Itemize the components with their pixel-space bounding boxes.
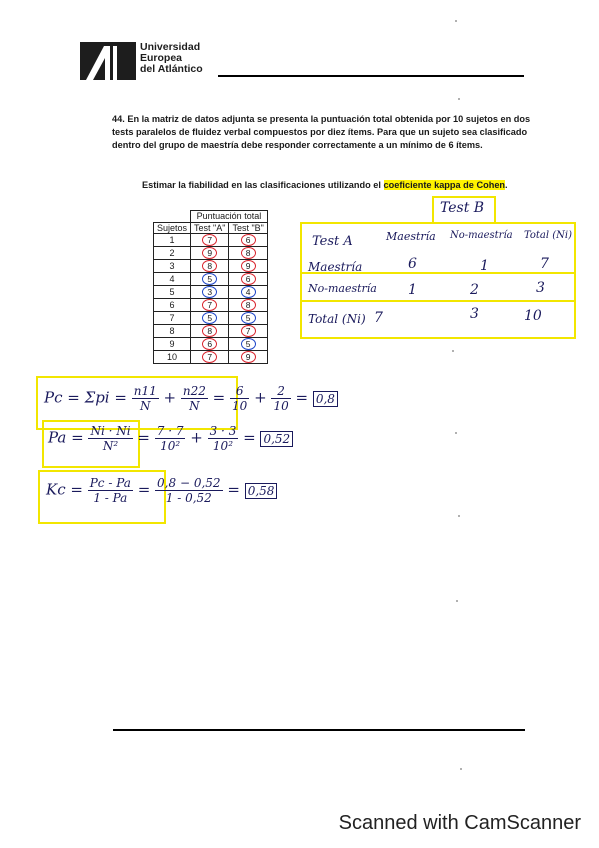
col-header-mastery: Maestría <box>386 230 436 243</box>
instruction <box>142 180 508 190</box>
cell-r2-c1: 1 <box>408 282 417 298</box>
pa-frac-3 <box>208 424 239 453</box>
pa-f1-den: N² <box>102 439 119 453</box>
cell-r1-c3: 7 <box>540 256 549 272</box>
score-circle: 6 <box>202 338 217 350</box>
score-circle: 9 <box>241 260 256 272</box>
cell-r2-c3: 3 <box>536 280 545 296</box>
pa-f2-num: 7 · 7 <box>156 424 184 438</box>
row-label-mastery: Maestría <box>308 260 363 274</box>
test-b-cell <box>229 338 267 351</box>
test-b-cell <box>229 286 267 299</box>
score-circle: 7 <box>202 351 217 363</box>
scores-row <box>154 247 268 260</box>
test-b-cell <box>229 234 267 247</box>
score-circle: 7 <box>202 299 217 311</box>
scores-group-header: Puntuación total <box>191 211 268 223</box>
subject-cell: 6 <box>154 299 191 312</box>
score-circle: 9 <box>241 351 256 363</box>
subject-cell: 1 <box>154 234 191 247</box>
scores-row <box>154 273 268 286</box>
score-circle: 7 <box>202 234 217 246</box>
pc-f2-den: N <box>189 399 200 413</box>
logo-line-2: Europea <box>140 52 183 64</box>
pc-frac-4 <box>271 384 290 413</box>
test-a-cell <box>191 325 229 338</box>
score-circle: 5 <box>241 338 256 350</box>
score-circle: 8 <box>202 260 217 272</box>
scores-row <box>154 325 268 338</box>
instruction-suffix: . <box>505 180 508 190</box>
header-divider <box>218 75 524 77</box>
cell-r1-c1: 6 <box>408 256 417 272</box>
subject-cell: 2 <box>154 247 191 260</box>
pa-f2-den: 10² <box>160 439 181 453</box>
scores-row <box>154 312 268 325</box>
row-label-total: Total (Ni) <box>308 312 366 326</box>
score-circle: 5 <box>202 273 217 285</box>
score-circle: 8 <box>241 299 256 311</box>
pc-f2-num: n22 <box>182 384 206 398</box>
scan-speck <box>460 768 462 770</box>
pc-f1-num: n11 <box>133 384 157 398</box>
score-circle: 7 <box>241 325 256 337</box>
cell-r3-c3: 10 <box>524 308 542 324</box>
pc-formula: Pc = Σpi = $\frac{n11}{N}$ + $\frac{n22}{N}$ = $\frac{6}{10}$ + $\frac{2}{10}$ = 0,8 <box>44 384 338 413</box>
score-circle: 4 <box>241 286 256 298</box>
test-a-cell <box>191 312 229 325</box>
pa-f3-den: 10² <box>212 439 234 453</box>
pa-result: 0,52 <box>260 431 293 447</box>
scores-body <box>154 234 268 364</box>
scores-col-a: Test "A" <box>191 222 229 234</box>
score-circle: 8 <box>241 247 256 259</box>
pa-formula: Pa = $\frac{Ni \cdot Ni}{\text{N²}}$ = $\frac{7 \cdot 7}{\text{10²}}$ + $\frac{3 \cdot 3}{\text{10²}}$ = 0,52 <box>48 424 293 453</box>
cell-r3-c2: 3 <box>470 306 479 322</box>
pc-f1-den: N <box>139 399 151 413</box>
pc-f3-den: 10 <box>232 399 248 413</box>
kc-formula: Kc = $\frac{Pc - Pa}{1 - Pa}$ = $\frac{0,8 - 0,52}{1 - 0,52}$ = 0,58 <box>46 476 277 505</box>
contingency-table <box>300 222 576 339</box>
subject-cell: 4 <box>154 273 191 286</box>
subject-cell: 3 <box>154 260 191 273</box>
instruction-highlight: coeficiente kappa de Cohen <box>383 180 506 190</box>
row-label-non-mastery: No-maestría <box>308 282 377 295</box>
col-header-non-mastery: No-maestría <box>450 230 513 241</box>
test-b-label-box <box>432 196 496 224</box>
scores-col-subject: Sujetos <box>154 222 191 234</box>
scores-row <box>154 286 268 299</box>
test-a-cell <box>191 234 229 247</box>
logo-line-3: del Atlántico <box>140 63 203 75</box>
pc-result: 0,8 <box>313 391 338 407</box>
logo-line-1: Universidad <box>140 41 201 53</box>
pa-f3-num: 3 · 3 <box>209 424 237 438</box>
kc-f2-den: 1 - 0,52 <box>165 491 212 505</box>
scores-row <box>154 299 268 312</box>
test-a-cell <box>191 260 229 273</box>
test-b-label: Test B <box>440 200 485 216</box>
scores-col-b: Test "B" <box>229 222 267 234</box>
bottom-divider <box>113 729 525 731</box>
test-a-cell <box>191 351 229 364</box>
scores-row <box>154 260 268 273</box>
test-a-cell <box>191 299 229 312</box>
cell-r1-c2: 1 <box>480 258 489 274</box>
kc-f1-den: 1 - Pa <box>93 491 128 505</box>
score-circle: 9 <box>202 247 217 259</box>
score-circle: 8 <box>202 325 217 337</box>
kc-lhs: Kc = <box>46 480 83 499</box>
university-logo-icon <box>80 42 136 80</box>
pc-frac-2 <box>181 384 208 413</box>
scores-row <box>154 351 268 364</box>
subject-cell: 9 <box>154 338 191 351</box>
pc-lhs: Pc = Σpi = <box>44 388 127 407</box>
kc-frac-1 <box>88 476 133 505</box>
university-name <box>140 42 203 75</box>
kc-f2-num: 0,8 − 0,52 <box>157 476 221 490</box>
score-circle: 6 <box>241 234 256 246</box>
pc-f4-den: 10 <box>273 399 289 413</box>
pa-frac-1 <box>88 424 132 453</box>
test-a-cell <box>191 273 229 286</box>
scores-table <box>153 210 268 364</box>
scan-speck <box>455 20 457 22</box>
test-b-cell <box>229 273 267 286</box>
test-b-cell <box>229 299 267 312</box>
scores-row <box>154 338 268 351</box>
test-b-cell <box>229 247 267 260</box>
scores-corner <box>154 211 191 223</box>
kc-result: 0,58 <box>245 483 278 499</box>
camscanner-footer: Scanned with CamScanner <box>338 812 581 834</box>
cell-r3-c1: 7 <box>374 310 383 326</box>
question-text: 44. En la matriz de datos adjunta se presenta la puntuación total obtenida por 10 sujetos en dos tests paralelos de fluidez verbal compuestos por diez ítems. Para que un sujeto sea clasificado dentro del grupo de maestría debe responder correctamente a un mínimo de 6 ítems. <box>112 114 531 150</box>
pa-f1-num: Ni · Ni <box>90 424 131 438</box>
kc-f1-num: Pc - Pa <box>89 476 131 490</box>
subject-cell: 7 <box>154 312 191 325</box>
score-circle: 6 <box>241 273 256 285</box>
score-circle: 5 <box>202 312 217 324</box>
test-a-cell <box>191 247 229 260</box>
test-a-cell <box>191 338 229 351</box>
contingency-row-line-2 <box>302 300 574 302</box>
pc-frac-1 <box>132 384 159 413</box>
scan-speck <box>458 98 460 100</box>
scan-speck <box>455 432 457 434</box>
pc-frac-3 <box>230 384 249 413</box>
cell-r2-c2: 2 <box>470 282 479 298</box>
pa-frac-2 <box>155 424 186 453</box>
kc-frac-2 <box>155 476 223 505</box>
test-b-cell <box>229 325 267 338</box>
scores-row <box>154 234 268 247</box>
test-b-cell <box>229 351 267 364</box>
test-b-cell <box>229 260 267 273</box>
pc-f3-num: 6 <box>230 384 249 399</box>
subject-cell: 10 <box>154 351 191 364</box>
score-circle: 3 <box>202 286 217 298</box>
score-circle: 5 <box>241 312 256 324</box>
instruction-prefix: Estimar la fiabilidad en las clasificaciones utilizando el <box>142 180 381 190</box>
test-a-cell <box>191 286 229 299</box>
test-b-cell <box>229 312 267 325</box>
pa-lhs: Pa = <box>48 428 84 447</box>
test-a-label: Test A <box>312 234 353 249</box>
subject-cell: 5 <box>154 286 191 299</box>
scan-speck <box>456 600 458 602</box>
col-header-total: Total (Ni) <box>524 230 573 241</box>
subject-cell: 8 <box>154 325 191 338</box>
scan-speck <box>452 350 454 352</box>
pc-f4-num: 2 <box>271 384 290 399</box>
scan-speck <box>458 515 460 517</box>
